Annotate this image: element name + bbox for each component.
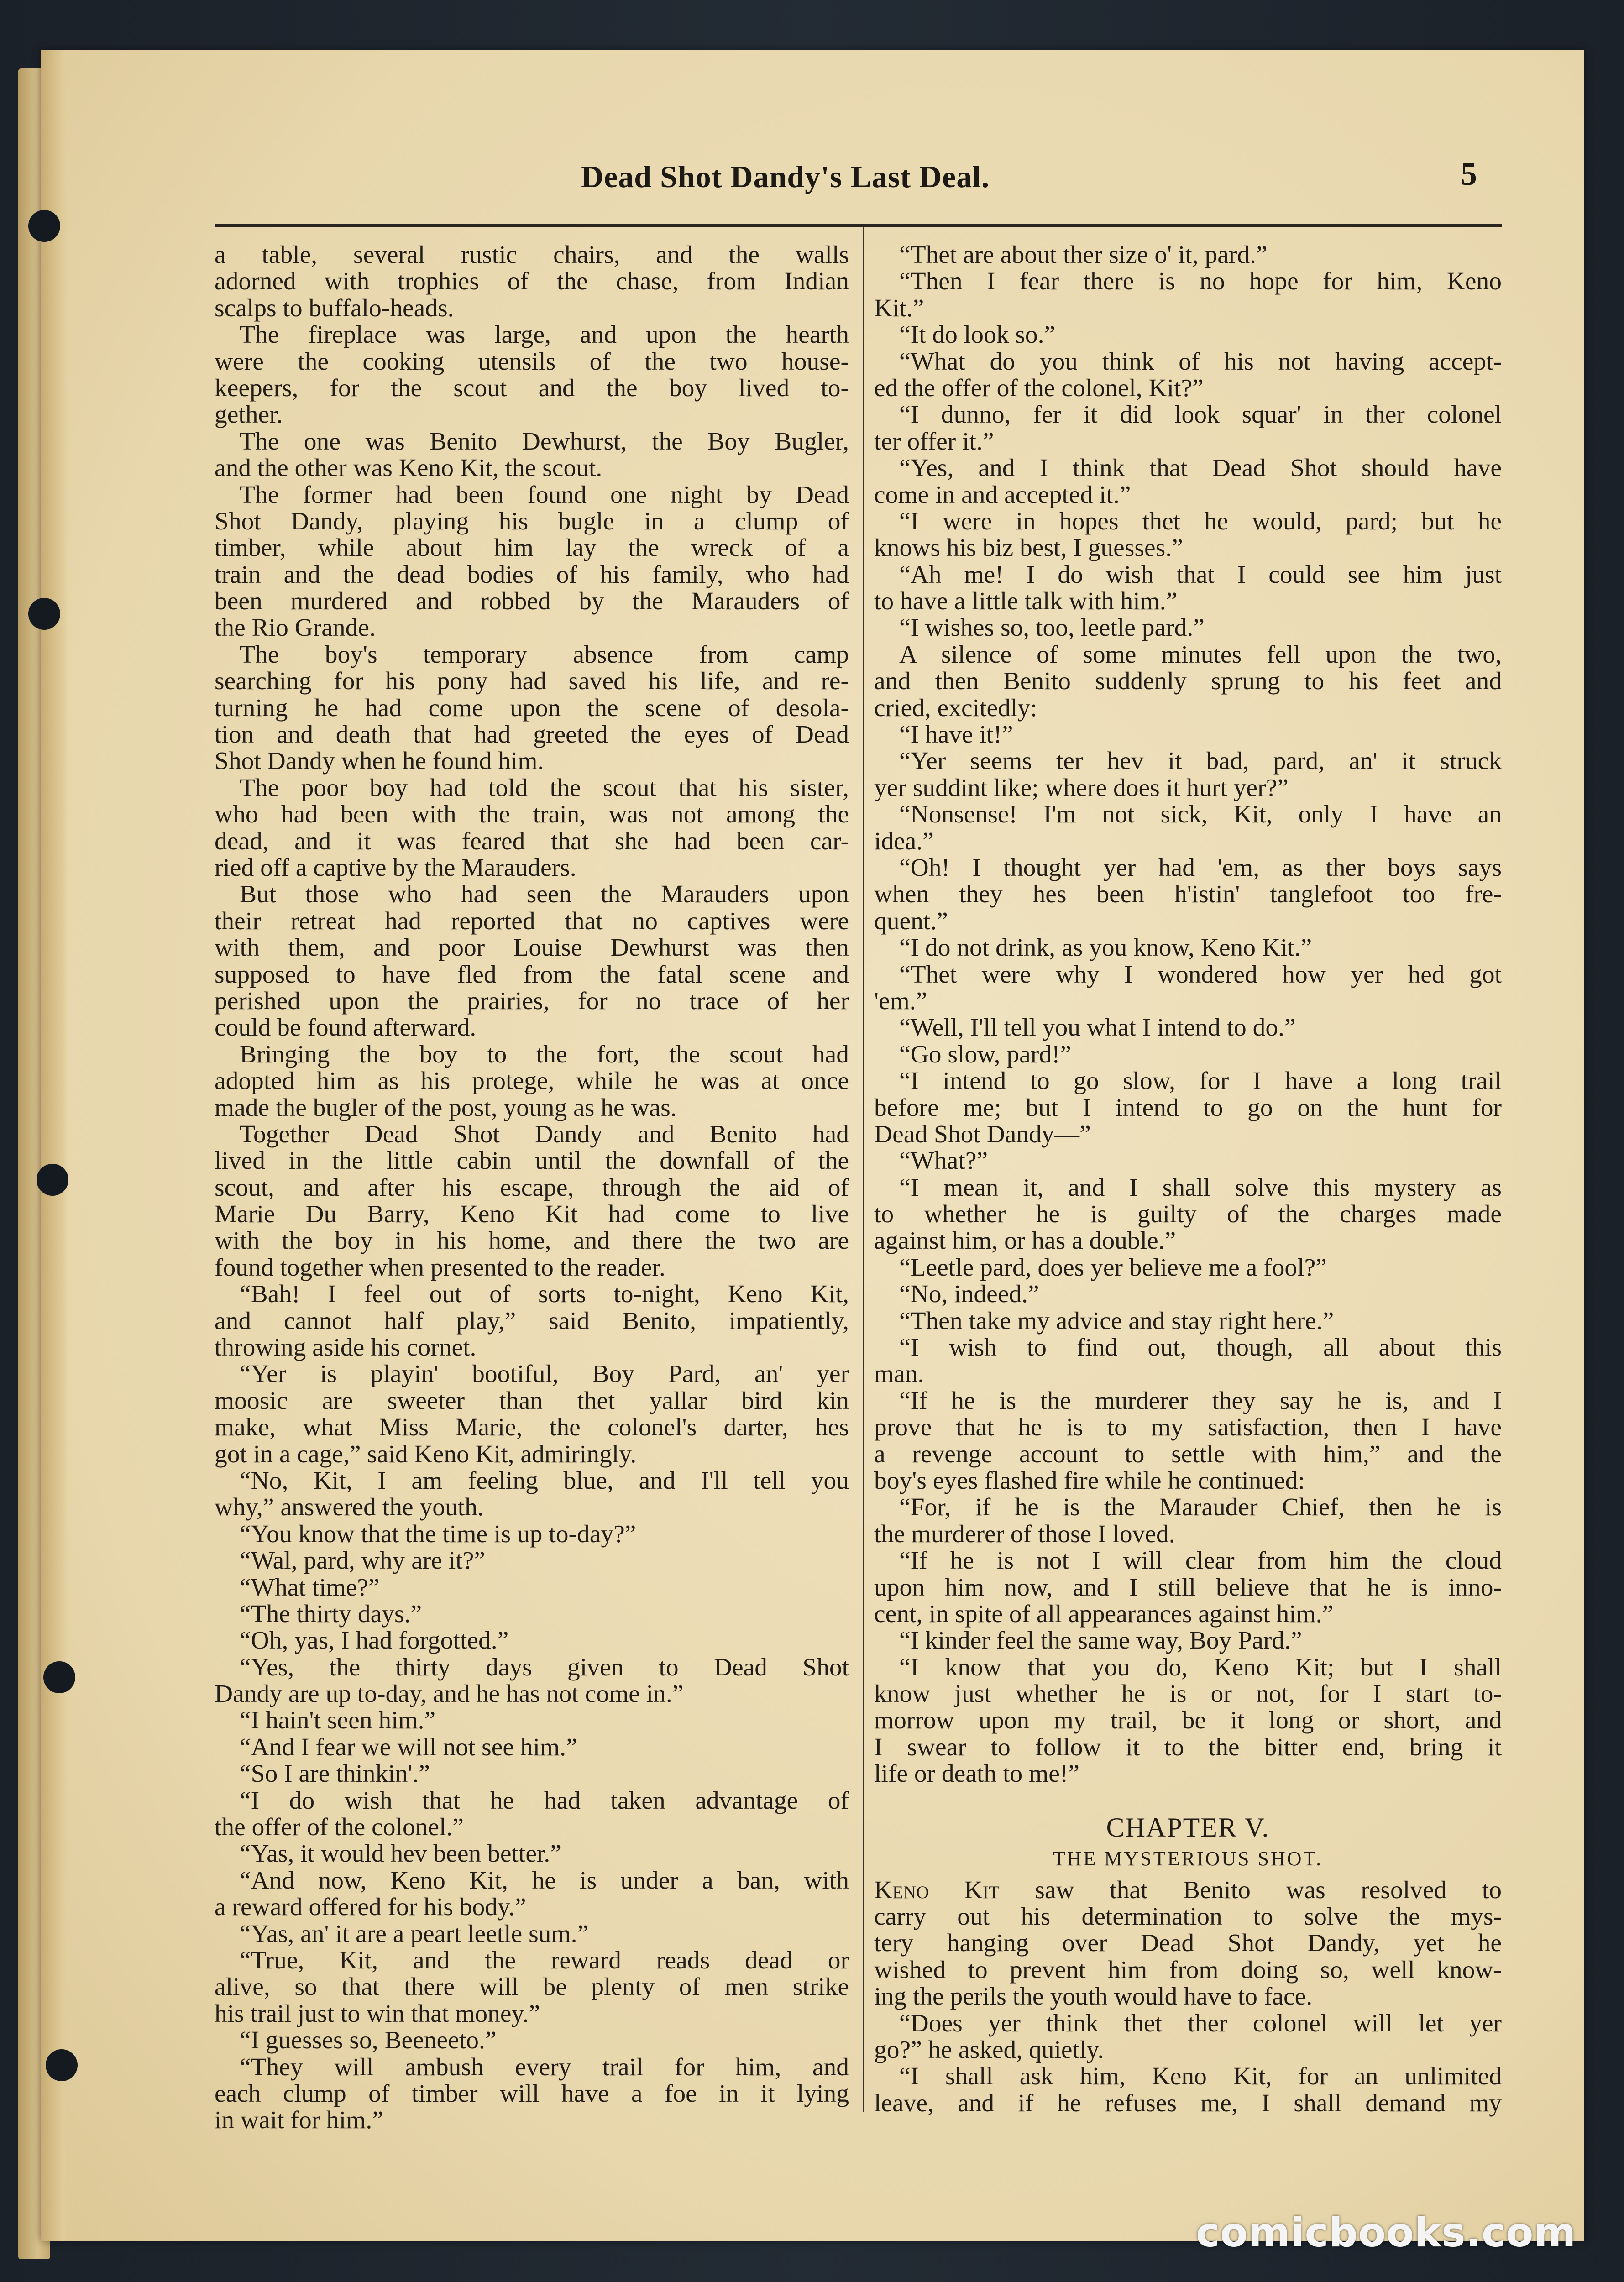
text-line: “If he is not I will clear from him the cloud	[899, 1548, 1502, 1575]
text-line: gether.	[215, 402, 283, 429]
text-line: Shot Dandy, playing his bugle in a clump of	[215, 508, 849, 535]
right-column-dialogue	[874, 242, 1502, 1788]
text-line: “I kinder feel the same way, Boy Pard.”	[899, 1628, 1302, 1654]
text-line: turning he had come upon the scene of desola-	[215, 695, 849, 722]
running-head-title: Dead Shot Dandy's Last Deal.	[581, 159, 990, 194]
text-line: go?” he asked, quietly.	[874, 2037, 1104, 2064]
text-line: “I have it!”	[899, 722, 1013, 748]
text-line: “I were in hopes thet he would, pard; but he	[899, 508, 1502, 535]
binding-hole	[43, 1661, 75, 1693]
text-line: carry out his determination to solve the mys-	[874, 1904, 1502, 1931]
text-line: were the cooking utensils of the two house-	[215, 348, 849, 375]
text-line: found together when presented to the reader.	[215, 1254, 665, 1282]
text-line: when they hes been h'istin' tanglefoot too fre-	[874, 881, 1502, 908]
text-line: against him, or has a double.”	[874, 1228, 1176, 1255]
text-line: “Then take my advice and stay right here.”	[899, 1308, 1334, 1335]
text-line: why,” answered the youth.	[215, 1494, 484, 1521]
text-line: “No, indeed.”	[899, 1281, 1039, 1308]
text-line: A silence of some minutes fell upon the two,	[899, 641, 1502, 669]
text-line: who had been with the train, was not among the	[215, 801, 849, 828]
text-line: “So I are thinkin'.”	[240, 1761, 430, 1788]
text-line: “Oh! I thought yer had 'em, as ther boys says	[899, 854, 1502, 882]
text-line: “What do you think of his not having accept-	[899, 348, 1502, 375]
text-line: their retreat had reported that no captives were	[215, 908, 849, 935]
text-line: “Thet were why I wondered how yer hed got	[899, 961, 1502, 988]
text-line: wished to prevent him from doing so, well know-	[874, 1957, 1502, 1984]
text-line: “Yer seems ter hev it bad, pard, an' it struck	[899, 748, 1502, 775]
text-line: scout, and after his escape, through the aid of	[215, 1174, 849, 1202]
text-line: know just whether he is or not, for I start to-	[874, 1681, 1502, 1708]
header-rule	[215, 224, 1502, 227]
text-line: cent, in spite of all appearances against him.”	[874, 1601, 1334, 1628]
text-line: make, what Miss Marie, the colonel's darter, hes	[215, 1414, 849, 1441]
text-line: 'em.”	[874, 988, 927, 1015]
text-line: The one was Benito Dewhurst, the Boy Bugler,	[240, 428, 849, 455]
text-line	[874, 1877, 1502, 1904]
text-line: ed the offer of the colonel, Kit?”	[874, 375, 1204, 402]
text-line: “You know that the time is up to-day?”	[240, 1521, 636, 1548]
text-line: “Yas, it would hev been better.”	[240, 1841, 561, 1868]
text-line: each clump of timber will have a foe in it lying	[215, 2080, 849, 2108]
watermark-logo: comicbooks.com	[1196, 2209, 1577, 2256]
text-line: ried off a captive by the Marauders.	[215, 854, 576, 882]
text-line: Shot Dandy when he found him.	[215, 748, 544, 775]
text-line: “Does yer think thet ther colonel will let yer	[899, 2010, 1502, 2037]
text-line: leave, and if he refuses me, I shall demand my	[874, 2090, 1502, 2117]
text-line: “Wal, pard, why are it?”	[240, 1548, 485, 1575]
text-line: “Leetle pard, does yer believe me a fool?”	[899, 1254, 1327, 1282]
text-line: “What time?”	[240, 1574, 380, 1601]
text-line: “Nonsense! I'm not sick, Kit, only I have an	[899, 801, 1502, 828]
text-line: “True, Kit, and the reward reads dead or	[240, 1947, 849, 1974]
text-line: “I know that you do, Keno Kit; but I shall	[899, 1654, 1502, 1681]
binding-hole	[28, 598, 60, 630]
text-line: The boy's temporary absence from camp	[240, 641, 849, 669]
text-line: I swear to follow it to the bitter end, bring it	[874, 1734, 1502, 1761]
text-line: “Go slow, pard!”	[899, 1041, 1072, 1068]
text-line: with them, and poor Louise Dewhurst was then	[215, 935, 849, 962]
text-line: “What?”	[899, 1148, 988, 1175]
text-line: knows his biz best, I guesses.”	[874, 535, 1183, 562]
text-line: “Ah me! I do wish that I could see him just	[899, 561, 1502, 589]
text-line: searching for his pony had saved his life, and re-	[215, 668, 849, 695]
text-line: But those who had seen the Marauders upon	[240, 881, 849, 908]
text-line: throwing aside his cornet.	[215, 1335, 477, 1361]
column-divider	[863, 227, 864, 2112]
text-line: the murderer of those I loved.	[874, 1521, 1175, 1548]
text-line: to whether he is guilty of the charges made	[874, 1201, 1502, 1228]
text-line: could be found afterward.	[215, 1015, 477, 1042]
text-line: “And now, Keno Kit, he is under a ban, with	[240, 1867, 849, 1895]
text-line: Dead Shot Dandy—”	[874, 1121, 1091, 1148]
text-line: “I mean it, and I shall solve this mystery as	[899, 1174, 1502, 1202]
text-line: “And I fear we will not see him.”	[240, 1734, 577, 1761]
text-line: “They will ambush every trail for him, and	[240, 2054, 849, 2081]
text-line: “If he is the murderer they say he is, and I	[899, 1387, 1502, 1415]
text-line: quent.”	[874, 908, 948, 935]
text-line: “I dunno, fer it did look squar' in ther colonel	[899, 402, 1502, 429]
text-line: tion and death that had greeted the eyes of Dead	[215, 722, 849, 748]
text-line: adopted him as his protege, while he was at once	[215, 1068, 849, 1095]
text-line: “I shall ask him, Keno Kit, for an unlimited	[899, 2063, 1502, 2090]
text-line: perished upon the prairies, for no trace of her	[215, 988, 849, 1015]
text-line: Kit.”	[874, 295, 924, 322]
text-line: tery hanging over Dead Shot Dandy, yet he	[874, 1930, 1502, 1957]
text-line: “I guesses so, Beeneeto.”	[240, 2027, 497, 2054]
text-line: dead, and it was feared that she had been car-	[215, 828, 849, 855]
text-line: and cannot half play,” said Benito, impatiently,	[215, 1308, 849, 1335]
text-line: been murdered and robbed by the Marauders of	[215, 588, 849, 615]
text-line: timber, while about him lay the wreck of a	[215, 535, 849, 562]
text-line: to have a little talk with him.”	[874, 588, 1178, 615]
text-line: morrow upon my trail, be it long or short, and	[874, 1707, 1502, 1734]
text-line: Dandy are up to-day, and he has not come in.”	[215, 1681, 684, 1708]
text-line: a reward offered for his body.”	[215, 1894, 526, 1921]
text-line: Bringing the boy to the fort, the scout had	[240, 1041, 849, 1068]
text-line: lived in the little cabin until the downfall of the	[215, 1148, 849, 1175]
text-line: cried, excitedly:	[874, 695, 1037, 722]
text-line: life or death to me!”	[874, 1761, 1079, 1788]
text-line: supposed to have fled from the fatal scene and	[215, 961, 849, 988]
page-spine	[41, 50, 68, 2241]
text-line: alive, so that there will be plenty of men strike	[215, 1974, 849, 2001]
text-line: the Rio Grande.	[215, 615, 376, 642]
text-line: Marie Du Barry, Keno Kit had come to live	[215, 1201, 849, 1228]
text-line: come in and accepted it.”	[874, 482, 1131, 508]
text-line: train and the dead bodies of his family, who had	[215, 561, 849, 589]
text-line: scalps to buffalo-heads.	[215, 295, 454, 322]
text-line: ter offer it.”	[874, 428, 994, 455]
text-line: Together Dead Shot Dandy and Benito had	[240, 1121, 849, 1148]
binding-hole	[37, 1164, 68, 1196]
binding-hole	[46, 2049, 78, 2081]
text-line-rest: saw that Benito was resolved to	[1035, 1877, 1502, 1904]
text-line: made the bugler of the post, young as he was.	[215, 1094, 677, 1121]
text-line: “No, Kit, I am feeling blue, and I'll tell you	[240, 1467, 849, 1495]
text-line: “It do look so.”	[899, 322, 1056, 349]
text-line: got in a cage,” said Keno Kit, admiringly.	[215, 1441, 637, 1468]
text-line: a revenge account to settle with him,” and the	[874, 1441, 1502, 1468]
text-line: man.	[874, 1361, 924, 1388]
right-column	[874, 242, 1502, 2117]
text-line: “Thet are about ther size o' it, pard.”	[899, 242, 1268, 269]
text-line: adorned with trophies of the chase, from Indian	[215, 268, 849, 295]
text-line: “I wishes so, too, leetle pard.”	[899, 615, 1205, 642]
chapter-lead-in: Keno Kit	[874, 1877, 1000, 1904]
binding-hole	[28, 210, 60, 242]
text-line: and the other was Keno Kit, the scout.	[215, 455, 602, 482]
text-line: before me; but I intend to go on the hunt for	[874, 1094, 1502, 1121]
text-line: The fireplace was large, and upon the hearth	[240, 322, 849, 349]
text-line: idea.”	[874, 828, 934, 855]
text-line: The poor boy had told the scout that his sister,	[240, 775, 849, 802]
text-line: “I hain't seen him.”	[240, 1707, 436, 1734]
text-line: a table, several rustic chairs, and the walls	[215, 242, 849, 269]
text-line: “The thirty days.”	[240, 1601, 422, 1628]
text-line: “Oh, yas, I had forgotted.”	[240, 1628, 509, 1654]
text-line: “Well, I'll tell you what I intend to do.”	[899, 1015, 1296, 1042]
text-line: “Yas, an' it are a peart leetle sum.”	[240, 1921, 589, 1947]
text-line: ing the perils the youth would have to face.	[874, 1984, 1313, 2010]
text-line: “For, if he is the Marauder Chief, then he is	[899, 1494, 1502, 1521]
page-number: 5	[1461, 156, 1477, 192]
text-line: and then Benito suddenly sprung to his feet and	[874, 668, 1502, 695]
text-line: “Yes, the thirty days given to Dead Shot	[240, 1654, 849, 1681]
text-line: moosic are sweeter than thet yallar bird kin	[215, 1387, 849, 1415]
text-line: “I wish to find out, though, all about this	[899, 1335, 1502, 1361]
chapter-opening-text	[874, 1877, 1502, 2117]
left-column	[215, 242, 849, 2134]
chapter-subtitle: THE MYSTERIOUS SHOT.	[1053, 1847, 1323, 1870]
text-line: boy's eyes flashed fire while he continued:	[874, 1467, 1305, 1495]
text-line: the offer of the colonel.”	[215, 1814, 464, 1841]
text-line: in wait for him.”	[215, 2107, 383, 2134]
text-line: his trail just to win that money.”	[215, 2000, 540, 2028]
text-line: “Then I fear there is no hope for him, Keno	[899, 268, 1502, 295]
text-line: upon him now, and I still believe that he is inno-	[874, 1574, 1502, 1601]
text-line: yer suddint like; where does it hurt yer?”	[874, 775, 1289, 802]
text-line: “I intend to go slow, for I have a long trail	[899, 1068, 1502, 1095]
text-line: “Yer is playin' bootiful, Boy Pard, an' yer	[240, 1361, 849, 1388]
text-line: “Yes, and I think that Dead Shot should have	[899, 455, 1502, 482]
text-line: “I do wish that he had taken advantage of	[240, 1787, 849, 1815]
text-line: “I do not drink, as you know, Keno Kit.”	[899, 935, 1312, 962]
text-line: keepers, for the scout and the boy lived to-	[215, 375, 849, 402]
chapter-title: CHAPTER V.	[1106, 1812, 1270, 1842]
text-line: prove that he is to my satisfaction, then I have	[874, 1414, 1502, 1441]
text-line: “Bah! I feel out of sorts to-night, Keno Kit,	[240, 1281, 849, 1308]
text-line: The former had been found one night by Dead	[240, 482, 849, 508]
text-line: with the boy in his home, and there the two are	[215, 1228, 849, 1255]
